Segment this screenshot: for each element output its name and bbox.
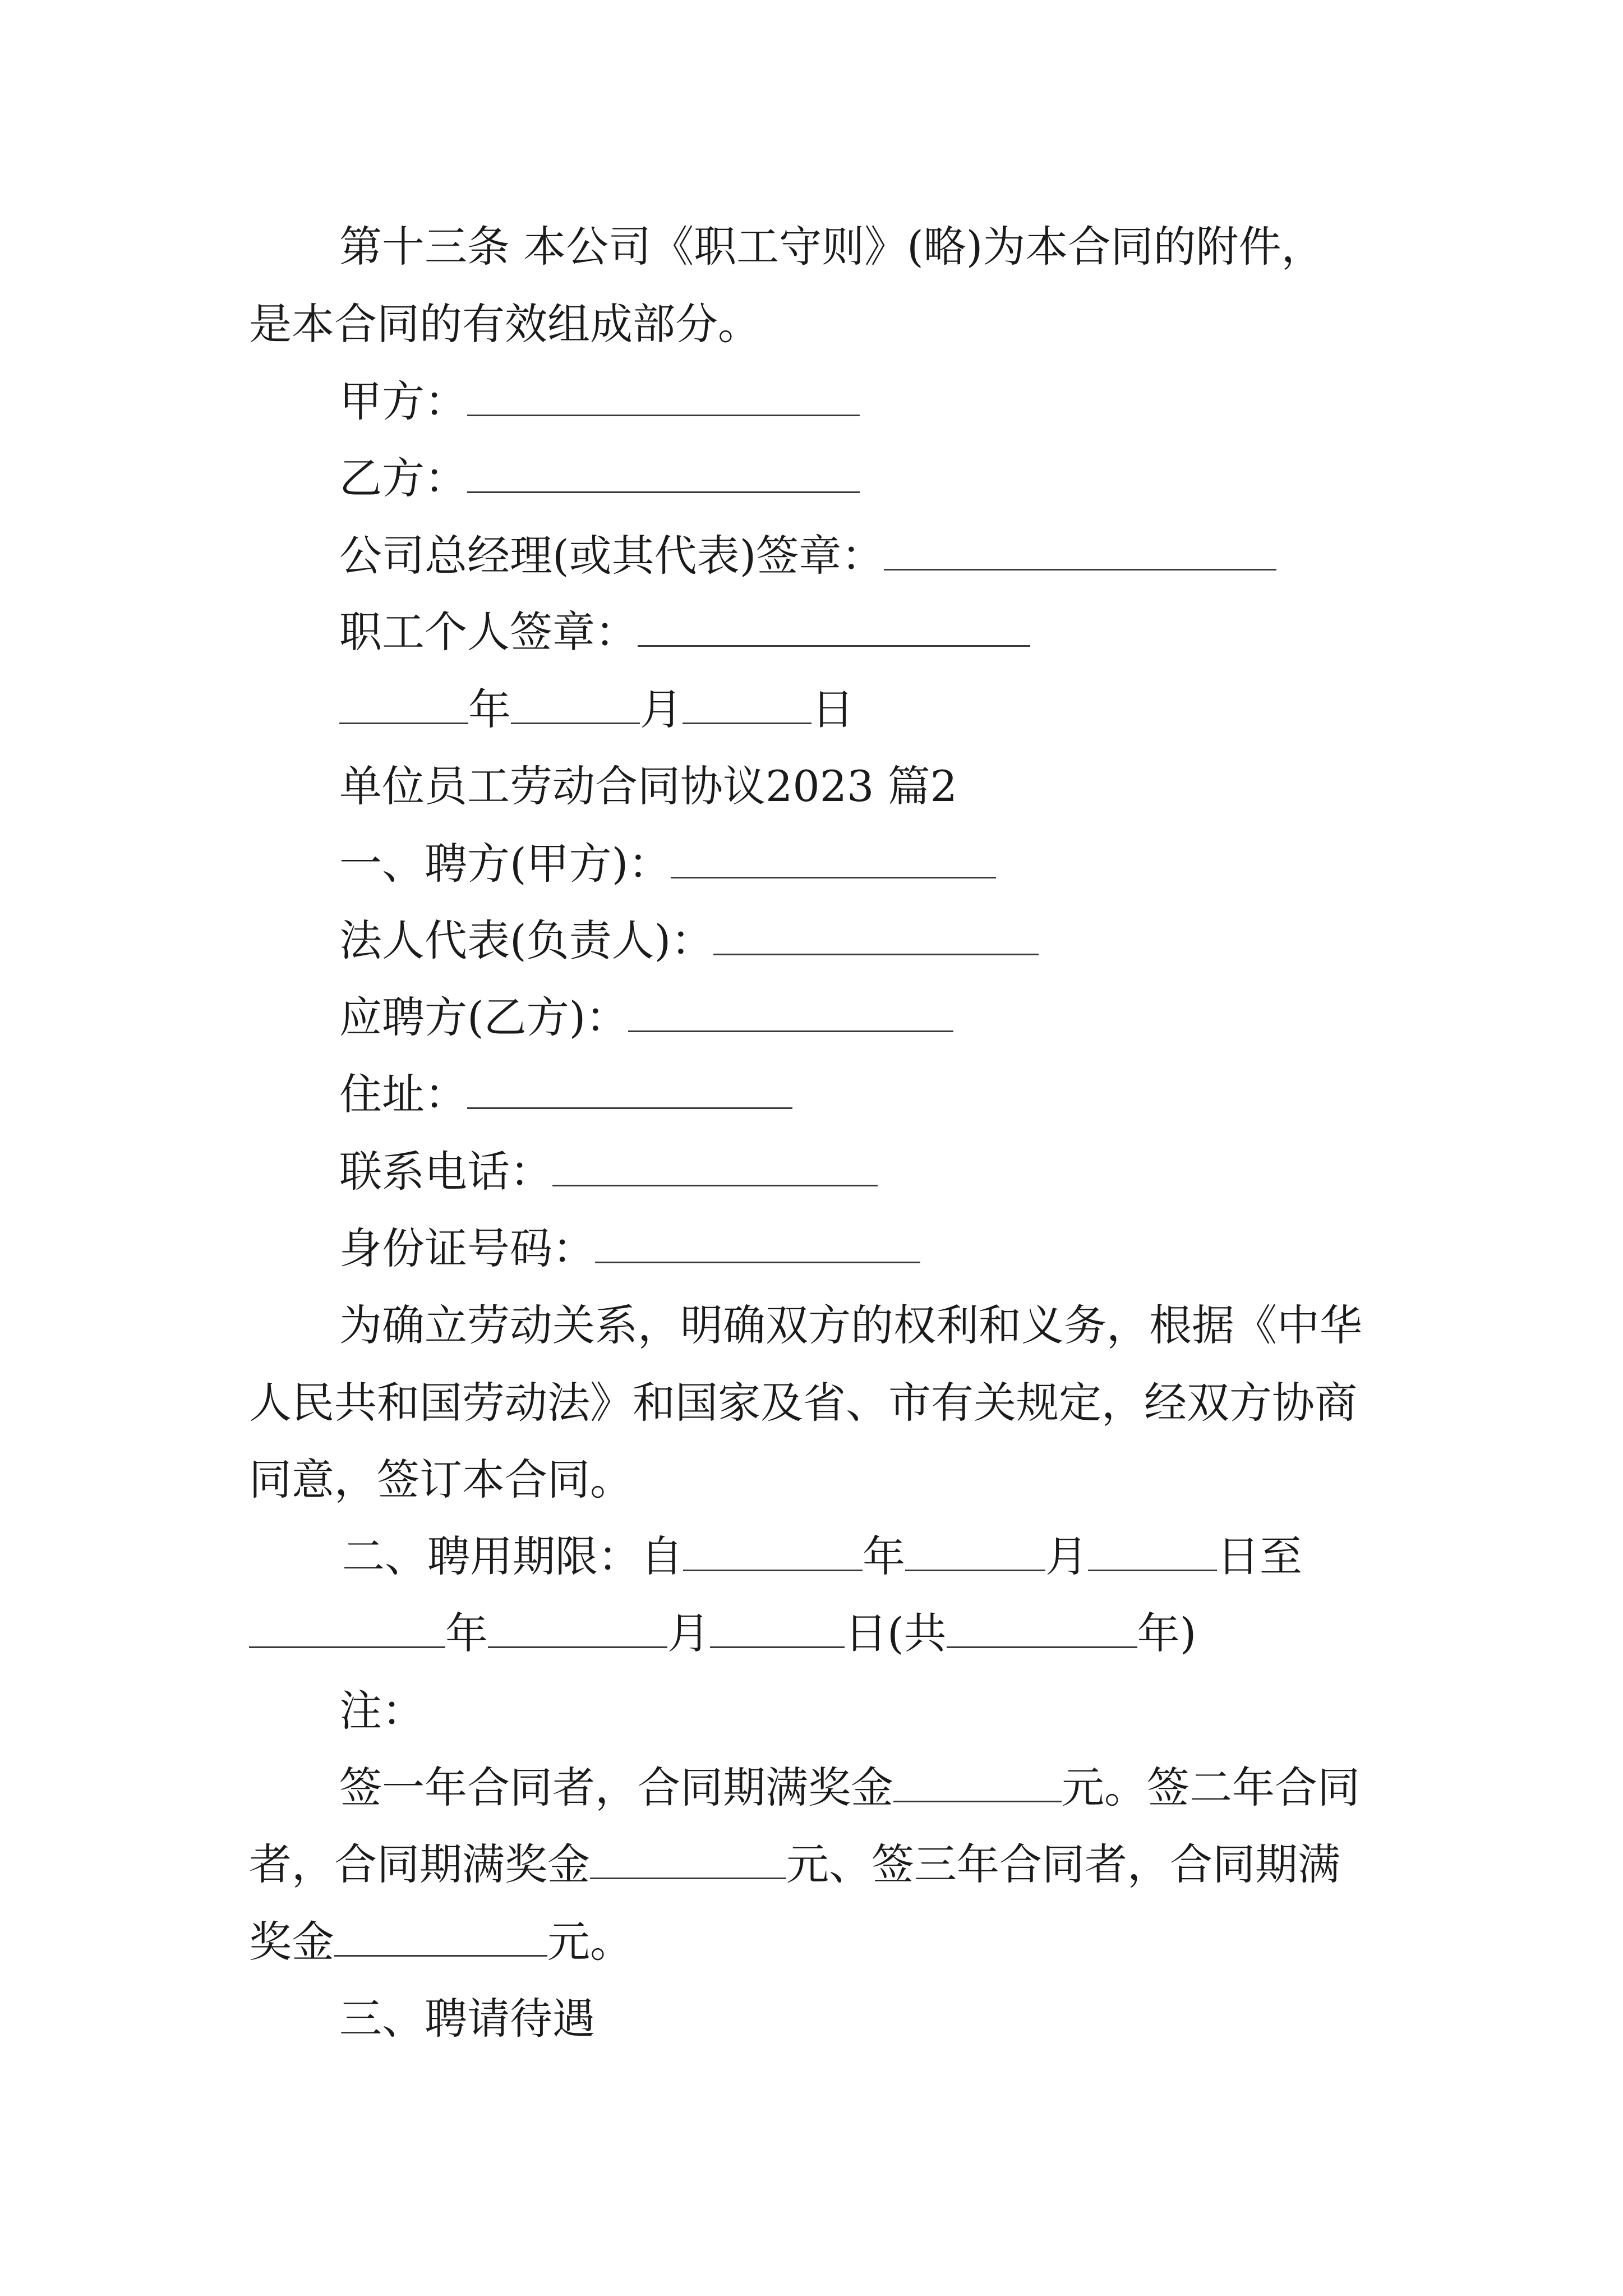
bonus-three-year-text-cont: 奖金	[249, 1917, 334, 1967]
bonus-three-year-unit: 元。	[547, 1917, 633, 1967]
employee-blank	[628, 991, 953, 1032]
bonus-two-year-text-cont: 者，合同期满奖金	[249, 1839, 590, 1889]
legal-rep-label: 法人代表(负责人)：	[339, 915, 714, 965]
bonus-two-year-text: 元。签二年合同	[1062, 1763, 1360, 1812]
party-b-field	[339, 450, 860, 507]
bonus-one-year-text: 签一年合同者，合同期满奖金	[339, 1763, 893, 1812]
party-a-label: 甲方：	[339, 376, 467, 426]
employer-field	[339, 836, 996, 892]
party-a-field	[339, 374, 860, 430]
address-label: 住址：	[339, 1069, 467, 1119]
phone-field	[339, 1144, 878, 1200]
contract-2-heading: 单位员工劳动合同协议2023 篇2	[339, 761, 957, 811]
id-number-blank	[595, 1222, 920, 1263]
date-year-blank	[339, 683, 468, 724]
id-number-label: 身份证号码：	[339, 1223, 595, 1273]
term-end-day-blank	[710, 1607, 845, 1648]
term-end-year-blank	[249, 1607, 445, 1648]
article-13-line-2: 是本合同的有效组成部分。	[249, 299, 760, 349]
bonus-line-3	[249, 1914, 633, 1970]
bonus-two-year-blank	[590, 1838, 786, 1879]
term-line-2	[249, 1605, 1196, 1662]
term-start-month-blank	[905, 1530, 1045, 1571]
term-end-month-label: 月	[667, 1608, 710, 1658]
address-field	[339, 1066, 792, 1122]
term-end-year-label: 年	[445, 1608, 488, 1658]
bonus-line-2	[249, 1837, 1340, 1893]
term-start-year-blank	[683, 1530, 863, 1571]
bonus-one-year-blank	[893, 1761, 1062, 1802]
phone-label: 联系电话：	[339, 1147, 552, 1197]
term-line-1	[342, 1529, 1302, 1585]
gm-signature-blank	[884, 530, 1276, 570]
gm-signature-field	[339, 528, 1276, 584]
id-number-field	[339, 1221, 920, 1277]
term-start-month-label: 月	[1045, 1531, 1088, 1581]
staff-signature-blank	[638, 606, 1030, 647]
legal-rep-field	[339, 913, 1039, 969]
term-total-years-label: 年)	[1137, 1608, 1197, 1658]
date-day-label: 日	[811, 684, 854, 734]
staff-signature-field	[339, 604, 1030, 660]
employer-blank	[671, 838, 996, 878]
legal-rep-blank	[713, 914, 1039, 955]
party-b-blank	[467, 452, 860, 493]
employer-label: 一、聘方(甲方)：	[339, 839, 671, 889]
bonus-three-year-text: 元、签三年合同者，合同期满	[786, 1839, 1340, 1889]
note-label: 注：	[339, 1686, 425, 1736]
bonus-three-year-blank	[334, 1916, 547, 1957]
term-start-day-blank	[1088, 1530, 1217, 1571]
term-prefix: 二、聘用期限：自	[342, 1531, 683, 1581]
term-end-day-label: 日(共	[845, 1608, 947, 1658]
date-day-blank	[683, 683, 811, 724]
party-a-blank	[467, 375, 860, 416]
date-month-label: 月	[640, 684, 683, 734]
date-year-label: 年	[468, 684, 511, 734]
address-blank	[467, 1068, 792, 1109]
staff-signature-label: 职工个人签章：	[339, 607, 638, 657]
article-13-line-1: 第十三条 本公司《职工守则》(略)为本合同的附件，	[339, 222, 1324, 272]
employee-field	[339, 990, 953, 1046]
purpose-line-2: 人民共和国劳动法》和国家及省、市有关规定，经双方协商	[249, 1378, 1357, 1428]
gm-signature-label: 公司总经理(或其代表)签章：	[339, 531, 884, 581]
employee-label: 应聘方(乙方)：	[339, 992, 629, 1042]
term-start-year-label: 年	[863, 1531, 905, 1581]
term-start-day-label: 日至	[1217, 1531, 1302, 1581]
purpose-line-3: 同意，签订本合同。	[249, 1455, 633, 1504]
purpose-line-1: 为确立劳动关系，明确双方的权利和义务，根据《中华	[339, 1300, 1362, 1350]
party-b-label: 乙方：	[339, 453, 467, 503]
phone-blank	[552, 1145, 878, 1186]
signing-date-field	[339, 682, 854, 738]
date-month-blank	[511, 683, 640, 724]
term-total-years-blank	[947, 1607, 1137, 1648]
bonus-line-1	[339, 1760, 1360, 1816]
term-end-month-blank	[488, 1607, 667, 1648]
section-3-heading: 三、聘请待遇	[339, 1994, 595, 2044]
